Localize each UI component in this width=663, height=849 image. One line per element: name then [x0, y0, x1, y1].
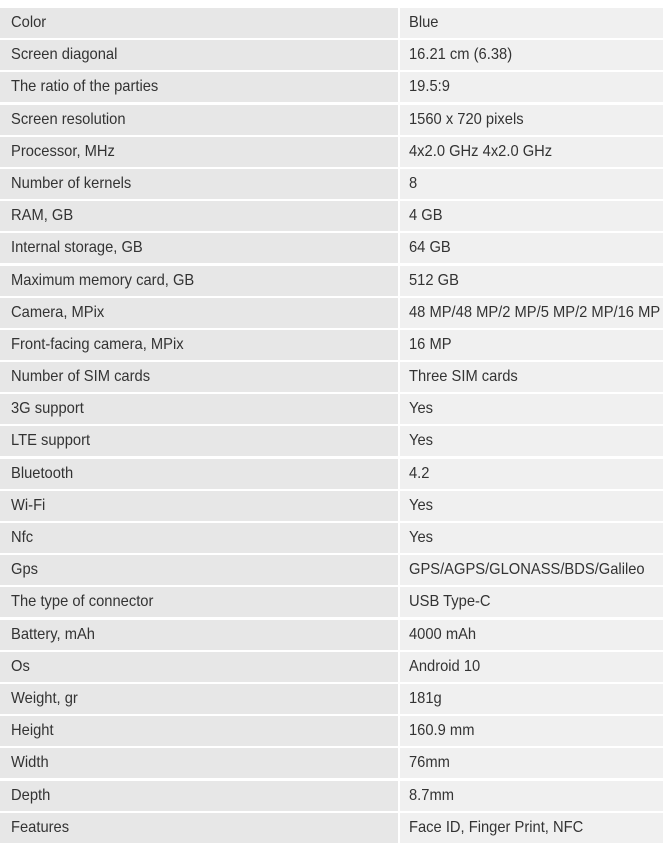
spec-label: Os: [11, 657, 30, 675]
spec-label: Screen resolution: [11, 110, 126, 128]
spec-label: LTE support: [11, 432, 91, 450]
spec-value-cell: [400, 201, 663, 231]
spec-value-cell: [400, 330, 663, 360]
spec-value-cell: [400, 105, 663, 135]
spec-row: [0, 266, 663, 296]
spec-row: [0, 523, 663, 553]
spec-row: [0, 716, 663, 746]
spec-value: 8.7mm: [409, 786, 454, 804]
spec-row: [0, 459, 663, 489]
spec-label: Nfc: [11, 529, 34, 546]
spec-label-cell: [0, 330, 398, 360]
spec-label-cell: [0, 813, 398, 843]
spec-label-cell: [0, 8, 398, 38]
spec-value: 4x2.0 GHz 4x2.0 GHz: [409, 142, 553, 160]
spec-label-cell: [0, 684, 398, 714]
spec-value: Yes: [409, 432, 434, 450]
spec-row: [0, 620, 663, 650]
spec-row: [0, 298, 663, 328]
spec-value: 160.9 mm: [409, 722, 475, 740]
spec-value-cell: [400, 137, 663, 167]
spec-value: 4000 mAh: [409, 625, 477, 643]
spec-label: The type of connector: [11, 593, 154, 611]
spec-label: Bluetooth: [11, 464, 74, 482]
spec-label-cell: [0, 748, 398, 778]
spec-value: 4 GB: [409, 207, 443, 225]
spec-value: Blue: [409, 14, 439, 31]
spec-label-cell: [0, 298, 398, 328]
spec-row: [0, 652, 663, 682]
spec-row: [0, 748, 663, 778]
spec-label-cell: [0, 555, 398, 585]
spec-value: Yes: [409, 496, 434, 514]
spec-row: [0, 330, 663, 360]
spec-value: 181g: [409, 689, 442, 707]
spec-label-cell: [0, 587, 398, 617]
spec-label-cell: [0, 72, 398, 102]
spec-row: [0, 72, 663, 102]
spec-label-cell: [0, 426, 398, 456]
spec-label: Number of kernels: [11, 174, 132, 192]
spec-value-cell: [400, 491, 663, 521]
spec-value-cell: [400, 394, 663, 424]
spec-label: Processor, MHz: [11, 142, 115, 160]
spec-label: Camera, MPix: [11, 303, 105, 321]
spec-value-cell: [400, 813, 663, 843]
spec-label: Height: [11, 722, 54, 740]
spec-label-cell: [0, 233, 398, 263]
spec-label-cell: [0, 523, 398, 553]
spec-row: [0, 201, 663, 231]
spec-label-cell: [0, 201, 398, 231]
spec-value: Android 10: [409, 657, 481, 675]
spec-label: Depth: [11, 786, 51, 804]
spec-value: USB Type-C: [409, 593, 491, 611]
spec-row: [0, 813, 663, 843]
spec-label-cell: [0, 652, 398, 682]
spec-row: [0, 587, 663, 617]
spec-value-cell: [400, 426, 663, 456]
spec-value-cell: [400, 748, 663, 778]
spec-row: [0, 781, 663, 811]
spec-value-cell: [400, 233, 663, 263]
spec-value-cell: [400, 72, 663, 102]
spec-row: [0, 362, 663, 392]
spec-label-cell: [0, 459, 398, 489]
spec-row: [0, 684, 663, 714]
spec-value: 76mm: [409, 754, 450, 772]
spec-row: [0, 426, 663, 456]
spec-value: 64 GB: [409, 239, 451, 257]
spec-row: [0, 8, 663, 38]
spec-label: 3G support: [11, 400, 84, 418]
spec-value-cell: [400, 555, 663, 585]
spec-label: Front-facing camera, MPix: [11, 335, 184, 353]
spec-row: [0, 137, 663, 167]
spec-value: 16 MP: [409, 335, 452, 353]
spec-value: 1560 x 720 pixels: [409, 110, 524, 128]
spec-value: Three SIM cards: [409, 368, 518, 386]
spec-value-cell: [400, 716, 663, 746]
spec-row: [0, 169, 663, 199]
spec-value-cell: [400, 620, 663, 650]
spec-label-cell: [0, 394, 398, 424]
spec-label: RAM, GB: [11, 207, 74, 225]
spec-value-cell: [400, 587, 663, 617]
spec-row: [0, 105, 663, 135]
spec-label-cell: [0, 266, 398, 296]
spec-value-cell: [400, 298, 663, 328]
spec-row: [0, 233, 663, 263]
spec-label-cell: [0, 105, 398, 135]
spec-label-cell: [0, 137, 398, 167]
spec-row: [0, 491, 663, 521]
spec-value: 512 GB: [409, 271, 459, 289]
spec-row: [0, 394, 663, 424]
spec-value-cell: [400, 8, 663, 38]
spec-label-cell: [0, 362, 398, 392]
spec-label: Gps: [11, 561, 38, 579]
spec-value: Yes: [409, 400, 434, 418]
spec-value-cell: [400, 40, 663, 70]
spec-row: [0, 40, 663, 70]
spec-label-cell: [0, 620, 398, 650]
spec-value: Face ID, Finger Print, NFC: [409, 818, 584, 836]
spec-value-cell: [400, 523, 663, 553]
spec-label: Screen diagonal: [11, 46, 118, 64]
spec-value-cell: [400, 459, 663, 489]
spec-label-cell: [0, 716, 398, 746]
spec-label-cell: [0, 169, 398, 199]
spec-label: Color: [11, 14, 47, 31]
spec-value: 8: [409, 174, 418, 192]
spec-value: GPS/AGPS/GLONASS/BDS/Galileo: [409, 561, 645, 579]
spec-label: Maximum memory card, GB: [11, 271, 195, 289]
spec-label: Wi-Fi: [11, 496, 46, 514]
spec-value: 4.2: [409, 464, 430, 482]
spec-label: Width: [11, 754, 49, 772]
spec-row: [0, 555, 663, 585]
spec-label: Number of SIM cards: [11, 368, 151, 386]
spec-value-cell: [400, 266, 663, 296]
spec-label: Features: [11, 818, 70, 836]
spec-value-cell: [400, 652, 663, 682]
spec-value: Yes: [409, 529, 434, 546]
spec-label: Internal storage, GB: [11, 239, 143, 257]
spec-value-cell: [400, 781, 663, 811]
spec-label-cell: [0, 781, 398, 811]
spec-value: 16.21 cm (6.38): [409, 46, 513, 64]
spec-label: The ratio of the parties: [11, 78, 159, 96]
spec-label: Weight, gr: [11, 689, 78, 707]
spec-label-cell: [0, 40, 398, 70]
spec-value: 48 MP/48 MP/2 MP/5 MP/2 MP/16 MP: [409, 303, 661, 321]
spec-label-cell: [0, 491, 398, 521]
spec-value: 19.5:9: [409, 78, 450, 96]
spec-value-cell: [400, 362, 663, 392]
spec-value-cell: [400, 684, 663, 714]
spec-value-cell: [400, 169, 663, 199]
spec-label: Battery, mAh: [11, 625, 95, 643]
